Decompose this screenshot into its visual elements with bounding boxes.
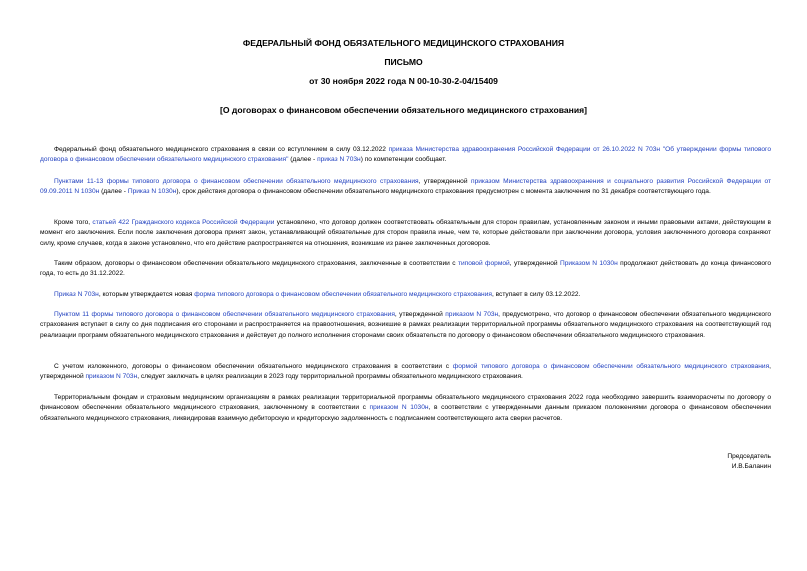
link-points-11-13[interactable]: Пунктами 11-13 формы типового договора о финансовом обеспечении обязательного медицинского страхования — [54, 178, 419, 185]
paragraph-7 — [40, 362, 771, 383]
paragraph-5 — [40, 290, 771, 300]
link-order-703n-4[interactable]: приказом N 703н — [85, 373, 138, 381]
paragraph-6 — [40, 310, 771, 341]
text: , которым утверждается новая — [98, 291, 195, 298]
text: , в соответствии с утвержденными данным приказом положениями договора о финансовом обеспечении обязательного медицинского страхования, ликвидировав взаимную дебиторскую и кредиторскую задолженность с подписанием соответствующего акта сверки расчетов. — [40, 404, 771, 422]
link-point-11[interactable]: Пунктом 11 формы типового договора о финансовом обеспечении обязательного медицинского страхования — [54, 311, 395, 318]
text: , утвержденной — [40, 363, 771, 381]
paragraph-3 — [40, 218, 771, 249]
text: , предусмотрено, что договор о финансовом обеспечении обязательного медицинского страхования вступает в силу со дня подписания его сторонами и распространяется на правоотношения, возникшие в рамках реализации территориальной программы обязательного медицинского страхования на соответствующий год реализации программ обязательного медицинского страхования и действует до полного исполнения сторонами своих обязательств по договору о финансовом обеспечении обязательного медицинского страхования. — [40, 311, 771, 339]
paragraph-8 — [40, 393, 771, 424]
text: , вступает в силу 03.12.2022. — [491, 291, 581, 298]
text: (далее - — [288, 156, 318, 164]
signature-name: И.В.Баланин — [731, 463, 771, 470]
link-order-1030n-short[interactable]: Приказ N 1030н — [127, 188, 177, 196]
link-order-703n-short[interactable]: приказ N 703н — [317, 156, 361, 164]
text: продолжают действовать до конца финансового года, то есть до 31.12.2022. — [40, 260, 771, 278]
link-new-form[interactable]: форма типового договора о финансовом обеспечении обязательного медицинского страхования — [194, 291, 492, 298]
link-order-703n-2[interactable]: Приказ N 703н — [54, 291, 99, 298]
text: установлено, что договор должен соответствовать обязательным для сторон правилам, установленным законом и иными правовыми актами, действующим в момент его заключения. Если после заключения договора принят закон, устанавливающий обязательные для сторон правила иные, чем те, которые действовали при заключении договора, условия заключенного договора сохраняют силу, кроме случаев, когда в законе установлено, что его действие распространяется на отношения, возникшие из ранее заключенных договоров. — [40, 219, 771, 247]
text: ), срок действия договора о финансовом обеспечении обязательного медицинского страхования предусмотрен с момента заключения по 31 декабря соответствующего года. — [176, 188, 711, 196]
text: , утвержденной — [509, 260, 560, 267]
text: Федеральный фонд обязательного медицинского страхования в связи со вступлением в силу 03.12.2022 — [54, 146, 389, 153]
signature-position: Председатель — [727, 453, 771, 460]
paragraph-4 — [40, 259, 771, 280]
link-form-typical-contract[interactable]: формой типового договора о финансовом обеспечении обязательного медицинского страхования — [452, 363, 770, 370]
text: , следует заключать в целях реализации в 2023 году территориальной программы обязательного медицинского страхования. — [137, 373, 523, 381]
paragraph-1 — [40, 145, 771, 166]
text: (далее - — [99, 188, 128, 196]
paragraph-2 — [40, 177, 771, 198]
link-order-1030n-3[interactable]: приказом N 1030н — [369, 404, 429, 412]
link-order-1030n[interactable]: приказом Министерства здравоохранения и социального развития Российской Федерации от 09.09.2011 N 1030н — [40, 178, 771, 196]
link-order-1030n-2[interactable]: Приказом N 1030н — [559, 260, 618, 267]
text: Кроме того, — [54, 219, 93, 226]
link-order-703n[interactable]: приказа Министерства здравоохранения Российской Федерации от 26.10.2022 N 703н "Об утверждении формы типового договора о финансовом обеспечении обязательного медицинского страхования" — [40, 146, 771, 164]
text: Территориальным фондам и страховым медицинским организациям в рамках реализации территориальной программы обязательного медицинского страхования 2022 года необходимо завершить взаиморасчеты по договору о финансовом обеспечении обязательного медицинского страхования, заключенному в соответствии с — [40, 394, 771, 412]
text: С учетом изложенного, договоры о финансовом обеспечении обязательного медицинского страхования в соответствии с — [54, 363, 453, 370]
doc-type: ПИСЬМО — [384, 57, 423, 67]
link-order-703n-3[interactable]: приказом N 703н — [445, 311, 499, 318]
text: , утвержденной — [394, 311, 446, 318]
doc-subject: [О договорах о финансовом обеспечении обязательного медицинского страхования] — [219, 105, 588, 115]
text: Таким образом, договоры о финансовом обеспечении обязательного медицинского страхования, заключенные в соответствии с — [54, 260, 458, 267]
text: ) по компетенции сообщает. — [360, 156, 447, 164]
text: , утвержденной — [418, 178, 471, 185]
doc-date-number: от 30 ноября 2022 года N 00-10-30-2-04/15409 — [309, 76, 498, 86]
link-typical-form[interactable]: типовой формой — [457, 260, 510, 267]
org-title: ФЕДЕРАЛЬНЫЙ ФОНД ОБЯЗАТЕЛЬНОГО МЕДИЦИНСКОГО СТРАХОВАНИЯ — [242, 38, 565, 48]
link-civil-code-422[interactable]: статьей 422 Гражданского кодекса Российской Федерации — [92, 219, 275, 226]
